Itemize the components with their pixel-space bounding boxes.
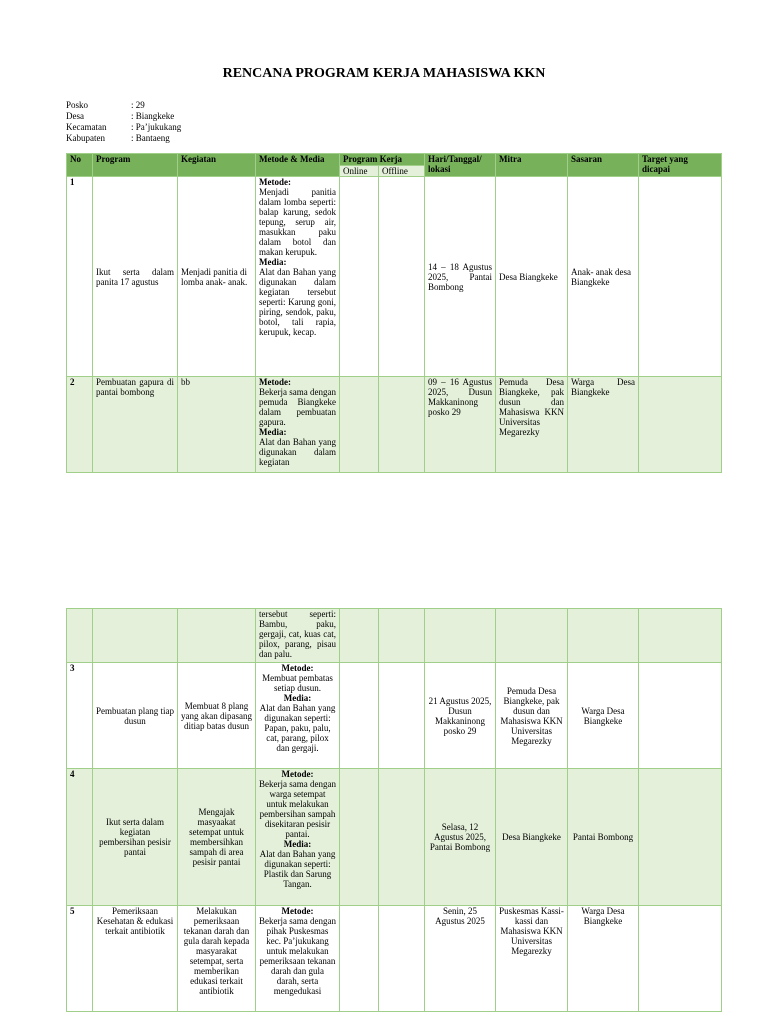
cell-hari: Senin, 25 Agustus 2025 — [425, 906, 496, 1012]
cell-target — [639, 769, 722, 906]
metode-text: Membuat pembatas setiap dusun. — [262, 673, 333, 693]
media-label: Media — [283, 839, 309, 849]
cell-mitra: Puskesmas Kassi-kassi dan Mahasiswa KKN Universitas Megarezky — [496, 906, 568, 1012]
media-text: Alat dan Bahan yang digunakan seperti: Papan, paku, palu, cat, parang, pilox dan gergaji. — [259, 703, 336, 753]
info-label: Kabupaten — [66, 133, 105, 143]
cell-kegiatan: Mengajak masyaakat setempat untuk membersihkan sampah di area pesisir pantai — [178, 769, 256, 906]
cell-no: 5 — [67, 906, 93, 1012]
cell-kegiatan: Melakukan pemeriksaan tekanan darah dan gula darah kepada masyarakat setempat, serta memberikan edukasi terkait antibiotik — [178, 906, 256, 1012]
table-row — [67, 177, 722, 377]
info-row-kecamatan — [66, 122, 181, 133]
cell-mitra: Desa Biangkeke — [496, 769, 568, 906]
table-row — [67, 906, 722, 1012]
media-text: Alat dan Bahan yang digunakan dalam kegiatan tersebut seperti: Karung goni, piring, sendok, paku, botol, tali rapia, kerupuk, kecap. — [259, 267, 336, 337]
table-row — [67, 663, 722, 769]
cell-hari: 09 – 16 Agustus 2025, Dusun Makkaninong posko 29 — [425, 377, 496, 473]
cell-metode: Metode: Bekerja sama dengan pemuda Biangkeke dalam pembuatan gapura. Media: Alat dan Bahan yang digunakan dalam kegiatan — [256, 377, 340, 473]
cell-kegiatan: Menjadi panitia di lomba anak- anak. — [178, 177, 256, 377]
cell-metode: Metode: Bekerja sama dengan warga setempat untuk melakukan pembersihan sampah disekitaran pesisir pantai. Media: Alat dan Bahan yang digunakan seperti: Plastik dan Sarung Tangan. — [256, 769, 340, 906]
header-kegiatan: Kegiatan — [178, 154, 256, 177]
cell-sasaran: Warga Desa Biangkeke — [568, 663, 639, 769]
cell-offline — [379, 906, 425, 1012]
cell-target — [639, 177, 722, 377]
metode-label: Metode — [281, 906, 311, 916]
page-title: RENCANA PROGRAM KERJA MAHASISWA KKN — [222, 66, 546, 81]
info-value: : Pa’jukukang — [131, 122, 182, 132]
cell-program: Pemeriksaan Kesehatan & edukasi terkait antibiotik — [93, 906, 178, 1012]
cell-hari: 14 – 18 Agustus 2025, Pantai Bombong — [425, 177, 496, 377]
metode-label: Metode — [259, 377, 288, 387]
metode-text: Bekerja sama dengan warga setempat untuk melakukan pembersihan sampah disekitaran pesisir pantai. — [259, 779, 336, 839]
cell-online — [340, 177, 379, 377]
media-text: Alat dan Bahan yang digunakan dalam kegiatan — [259, 437, 336, 467]
cell-offline — [379, 769, 425, 906]
info-value: : 29 — [131, 100, 145, 110]
cell-hari: Selasa, 12 Agustus 2025, Pantai Bombong — [425, 769, 496, 906]
info-row-kabupaten — [66, 133, 181, 144]
cell-offline — [379, 177, 425, 377]
cell-metode: Metode: Menjadi panitia dalam lomba seperti: balap karung, sedok tepung, serup air, masukkan paku dalam botol dan makan kerupuk. Media: Alat dan Bahan yang digunakan dalam kegiatan tersebut seperti: Karung goni, piring, sendok, paku, botol, tali rapia, kerupuk, kecap. — [256, 177, 340, 377]
program-table-page-1 — [66, 153, 722, 473]
cell-kegiatan: Membuat 8 plang yang akan dipasang ditiap batas dusun — [178, 663, 256, 769]
header-online: Online — [340, 166, 379, 177]
cell-metode: Metode: Membuat pembatas setiap dusun. Media: Alat dan Bahan yang digunakan seperti: Papan, paku, palu, cat, parang, pilox dan gergaji. — [256, 663, 340, 769]
cell-no: 2 — [67, 377, 93, 473]
cell-program: Pembuatan gapura di pantai bombong — [93, 377, 178, 473]
header-hari: Hari/Tanggal/ lokasi — [425, 154, 496, 177]
metode-label: Metode — [281, 769, 311, 779]
cell-target — [639, 377, 722, 473]
cell-mitra: Pemuda Desa Biangkeke, pak dusun dan Mahasiswa KKN Universitas Megarezky — [496, 663, 568, 769]
cell-online — [340, 663, 379, 769]
header-target: Target yang dicapai — [639, 154, 722, 177]
cell-sasaran: Anak- anak desa Biangkeke — [568, 177, 639, 377]
metode-text: Menjadi panitia dalam lomba seperti: balap karung, sedok tepung, serup air, masukkan paku dalam botol dan makan kerupuk. — [259, 187, 336, 257]
cell-offline — [379, 663, 425, 769]
cell-no: 1 — [67, 177, 93, 377]
cell-online — [340, 906, 379, 1012]
cell-mitra: Desa Biangkeke — [496, 177, 568, 377]
table-row-continuation — [67, 609, 722, 663]
posko-info — [66, 100, 181, 144]
media-label: Media — [283, 693, 309, 703]
media-label: Media — [259, 257, 284, 267]
header-sasaran: Sasaran — [568, 154, 639, 177]
cell-program: Ikut serta dalam panita 17 agustus — [93, 177, 178, 377]
media-label: Media — [259, 427, 284, 437]
program-table-page-2 — [66, 608, 722, 1012]
info-value: : Biangkeke — [131, 111, 175, 121]
cell-sasaran: Warga Desa Biangkeke — [568, 377, 639, 473]
cell-hari: 21 Agustus 2025, Dusun Makkaninong posko 29 — [425, 663, 496, 769]
cell-sasaran: Pantai Bombong — [568, 769, 639, 906]
cell-target — [639, 906, 722, 1012]
info-label: Posko — [66, 100, 89, 110]
metode-label: Metode — [281, 663, 311, 673]
table-row — [67, 769, 722, 906]
info-row-desa — [66, 111, 181, 122]
cell-online — [340, 377, 379, 473]
header-program: Program — [93, 154, 178, 177]
header-metode: Metode & Media — [256, 154, 340, 177]
table-row — [67, 377, 722, 473]
header-program-kerja: Program Kerja — [340, 154, 425, 166]
cell-program: Ikut serta dalam kegiatan pembersihan pesisir pantai — [93, 769, 178, 906]
header-offline: Offline — [379, 166, 425, 177]
metode-text: Bekerja sama dengan pemuda Biangkeke dalam pembuatan gapura. — [259, 387, 336, 427]
cell-no: 3 — [67, 663, 93, 769]
cell-metode: Metode: Bekerja sama dengan pihak Puskesmas kec. Pa’jukukang untuk melakukan pemeriksaan tekanan darah dan gula darah, serta mengedukasi — [256, 906, 340, 1012]
media-text: Alat dan Bahan yang digunakan seperti: Plastik dan Sarung Tangan. — [259, 849, 336, 889]
cell-kegiatan: bb — [178, 377, 256, 473]
cell-program: Pembuatan plang tiap dusun — [93, 663, 178, 769]
cell-metode-continuation: tersebut seperti: Bambu, paku, gergaji, cat, kuas cat, pilox, parang, pisau dan palu. — [256, 609, 340, 663]
metode-text: Bekerja sama dengan pihak Puskesmas kec. Pa’jukukang untuk melakukan pemeriksaan tekanan darah dan gula darah, serta mengedukasi — [259, 916, 336, 996]
header-no: No — [67, 154, 93, 177]
header-mitra: Mitra — [496, 154, 568, 177]
cell-online — [340, 769, 379, 906]
metode-label: Metode — [259, 177, 288, 187]
cell-sasaran: Warga Desa Biangkeke — [568, 906, 639, 1012]
cell-target — [639, 663, 722, 769]
cell-no: 4 — [67, 769, 93, 906]
info-label: Desa — [66, 111, 84, 121]
info-row-posko — [66, 100, 181, 111]
info-label: Kecamatan — [66, 122, 107, 132]
cell-offline — [379, 377, 425, 473]
cell-mitra: Pemuda Desa Biangkeke, pak dusun dan Mahasiswa KKN Universitas Megarezky — [496, 377, 568, 473]
info-value: : Bantaeng — [131, 133, 170, 143]
